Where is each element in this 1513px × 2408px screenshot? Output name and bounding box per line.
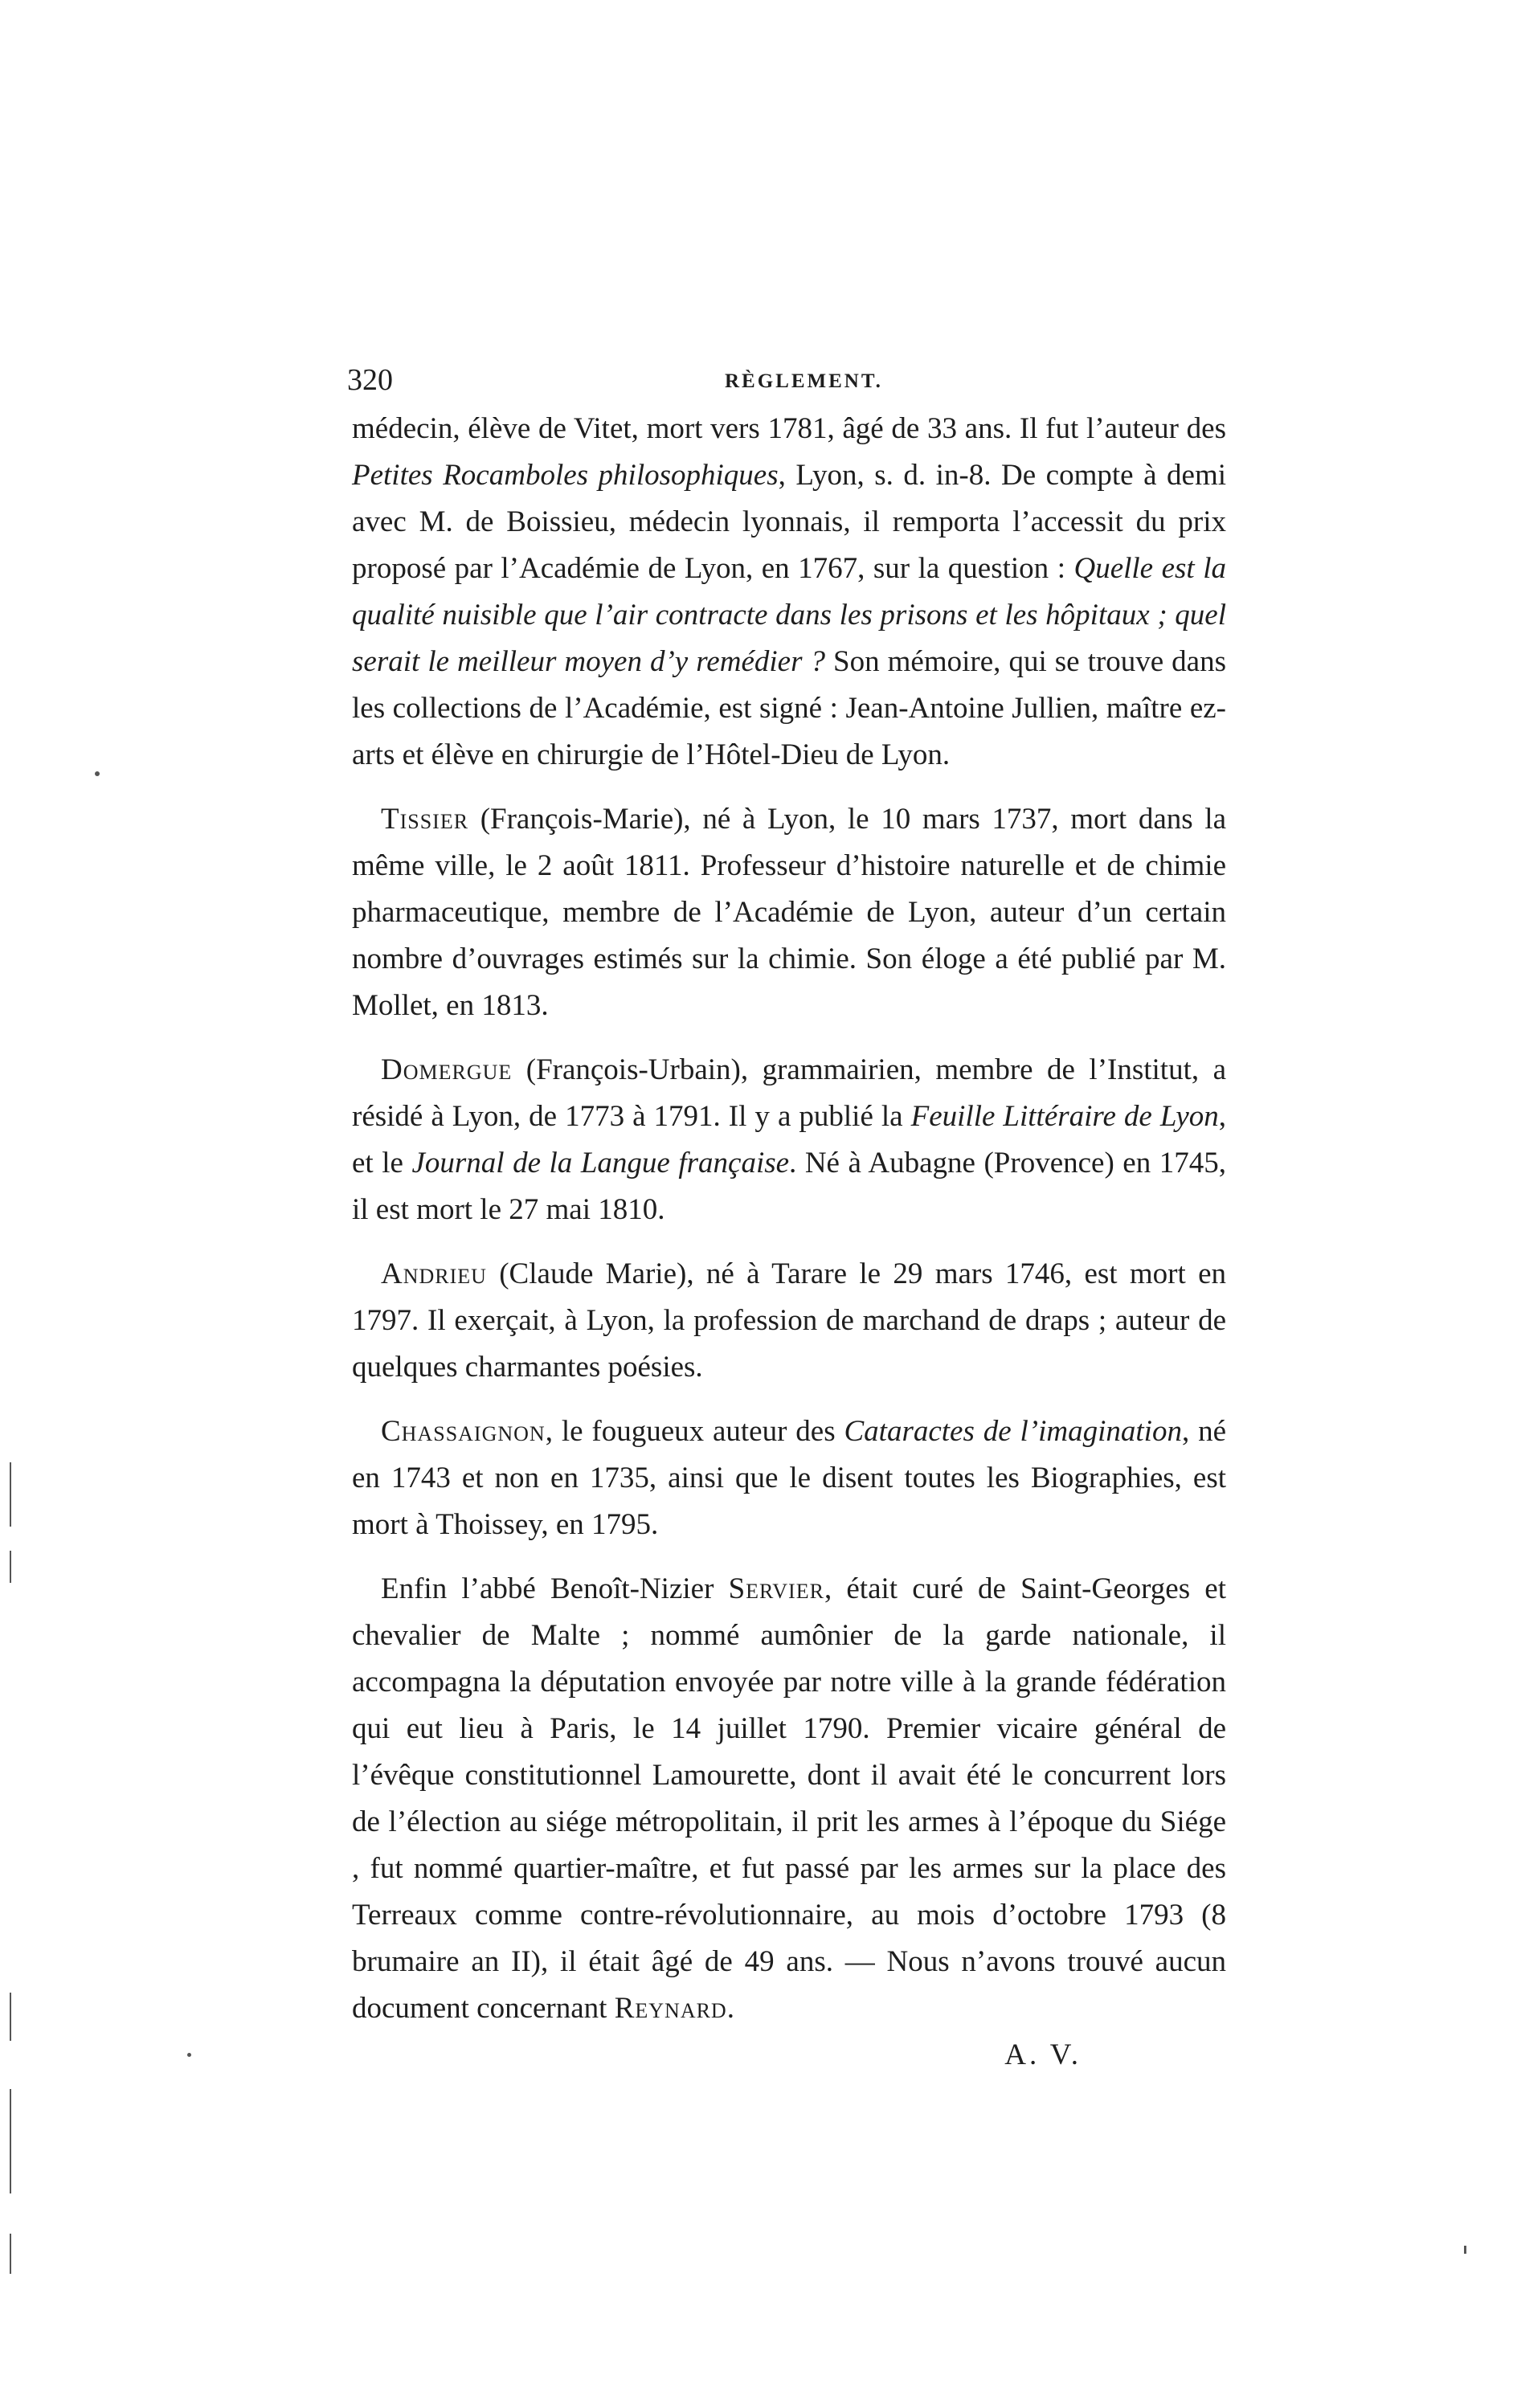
running-title: RÈGLEMENT. <box>725 370 883 392</box>
paragraph-domergue <box>352 1047 1226 1233</box>
text-run: , Lyon, s. d. in-8. De compte à demi avec M. de Boissieu, médecin lyonnais, il remporta l’accessit du prix proposé par l’Académie de Lyon, en 1767, sur la question : <box>352 459 1226 585</box>
person-name: Chassaignon <box>381 1415 546 1448</box>
text-run: (François-Marie), né à Lyon, le 10 mars 1737, mort dans la même ville, le 2 août 1811. Professeur d’histoire naturelle et de chimie pharmaceutique, membre de l’Académie de Lyon, auteur d’un certain nombre d’ouvrages estimés sur la chimie. Son éloge a été publié par M. Mollet, en 1813. <box>352 803 1226 1022</box>
text-run: médecin, élève de Vitet, mort vers 1781, âgé de 33 ans. Il fut l’auteur des <box>352 412 1226 445</box>
page-number: 320 <box>347 363 393 397</box>
scan-speck <box>1464 2246 1466 2254</box>
book-title: Petites Rocamboles philosophiques <box>352 459 779 492</box>
text-run: . <box>726 1992 734 2025</box>
person-name: Andrieu <box>381 1257 487 1290</box>
prize-question: Quelle est la qualité nuisible que l’air contracte dans les prisons et les hôpitaux ; quel serait le meilleur moyen d’y remédier ? <box>352 552 1226 678</box>
scan-speck <box>187 2053 191 2057</box>
scan-edge-line <box>10 1551 11 1583</box>
paragraph-tissier <box>352 796 1226 1029</box>
paragraph-chassaignon <box>352 1408 1226 1548</box>
scan-edge-line <box>10 1462 11 1527</box>
text-run: , était curé de Saint-Georges et chevalier de Malte ; nommé aumônier de la garde nationale, il accompagna la députation envoyée par notre ville à la grande fédération qui eut lieu à Paris, le 14 juillet 1790. Premier vicaire général de l’évêque constitutionnel Lamourette, dont il avait été le concurrent lors de l’élection au siége métropolitain, il prit les armes à l’époque du Siége , fut nommé quartier-maître, et fut passé par les armes sur la place des Terreaux comme contre-révolutionnaire, au mois d’octobre 1793 (8 brumaire an II), il était âgé de 49 ans. — Nous n’avons trouvé aucun document concernant <box>352 1572 1226 2025</box>
publication-title: Journal de la Langue française <box>411 1147 790 1179</box>
publication-title: Feuille Littéraire de Lyon <box>910 1100 1219 1133</box>
paragraph-servier <box>352 1566 1226 2032</box>
book-title: Cataractes de l’imagination <box>844 1415 1182 1448</box>
paragraph-vitet-continuation <box>352 406 1226 779</box>
paragraph-andrieu <box>352 1251 1226 1391</box>
page-header <box>347 360 1247 400</box>
text-run: (Claude Marie), né à Tarare le 29 mars 1746, est mort en 1797. Il exerçait, à Lyon, la profession de marchand de draps ; auteur de quelques charmantes poésies. <box>352 1257 1226 1384</box>
text-run: , le fougueux auteur des <box>545 1415 844 1448</box>
signature-line <box>352 2032 1226 2079</box>
person-name: Servier <box>728 1572 824 1605</box>
body-text <box>352 406 1226 2079</box>
scan-edge-line <box>10 1993 11 2041</box>
scan-edge-line <box>10 2234 11 2274</box>
person-name: Reynard <box>614 1992 727 2025</box>
person-name: Domergue <box>381 1053 513 1086</box>
text-run: Enfin l’abbé Benoît-Nizier <box>381 1572 729 1605</box>
scan-speck <box>95 771 100 776</box>
text-run: (François-Urbain), grammairien, membre de l’Institut, a résidé à Lyon, de 1773 à 1791. Il y a publié la <box>352 1053 1226 1133</box>
person-name: Tissier <box>381 803 469 836</box>
scan-edge-line <box>10 2089 11 2193</box>
author-signature: A. V. <box>1004 2038 1082 2071</box>
text-run: . Né à Aubagne (Provence) en 1745, il est mort le 27 mai 1810. <box>352 1147 1226 1226</box>
text-run: , et le <box>352 1100 1226 1179</box>
text-run: Son mémoire, qui se trouve dans les collections de l’Académie, est signé : Jean-Antoine Jullien, maître ez-arts et élève en chirurgie de l’Hôtel-Dieu de Lyon. <box>352 645 1226 771</box>
text-run: , né en 1743 et non en 1735, ainsi que le disent toutes les Biographies, est mort à Thoissey, en 1795. <box>352 1415 1226 1541</box>
